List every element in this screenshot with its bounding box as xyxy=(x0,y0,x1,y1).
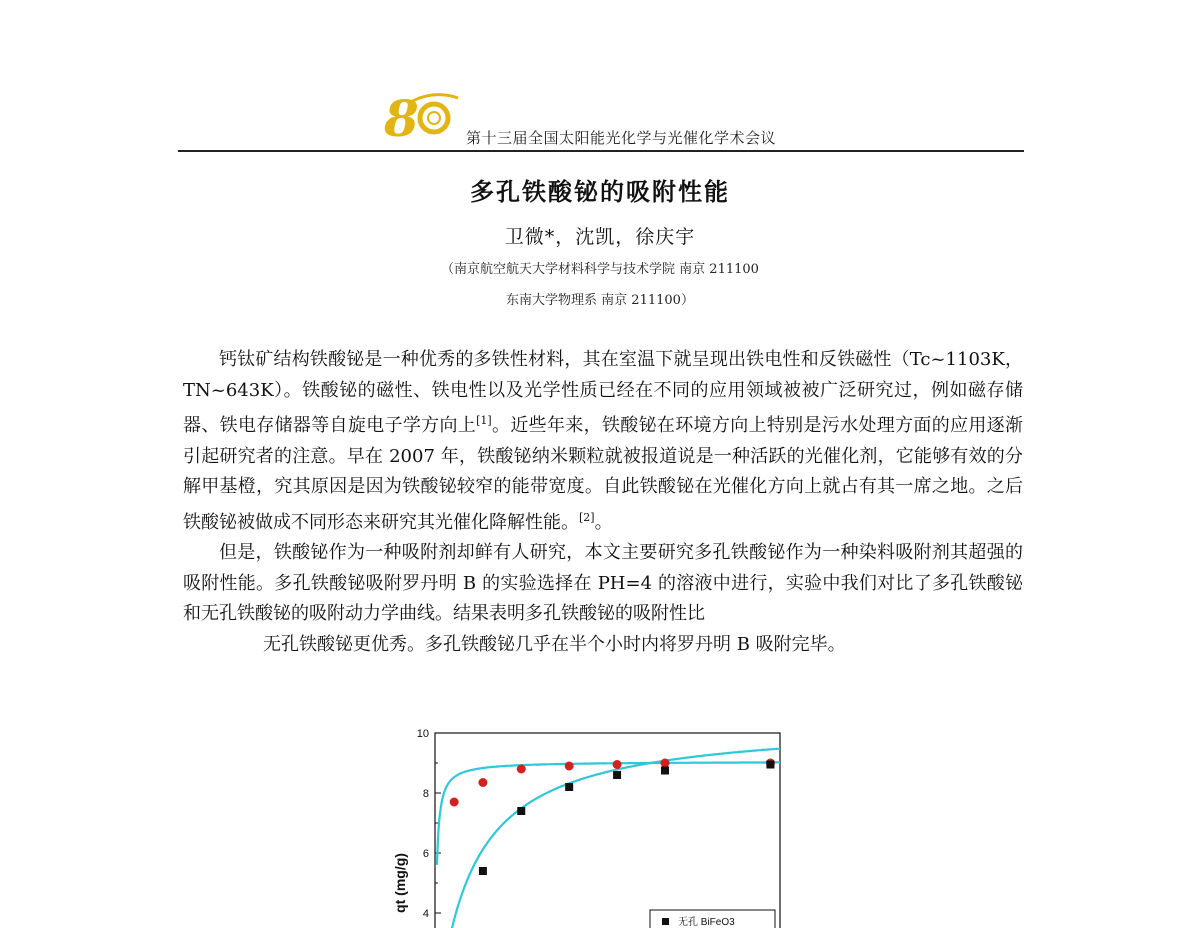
data-point-circle xyxy=(565,762,574,771)
y-axis-label: qt (mg/g) xyxy=(392,853,408,913)
y-tick-label: 8 xyxy=(422,788,429,800)
data-point-circle xyxy=(517,765,526,774)
paper-authors: 卫微*，沈凯，徐庆宇 xyxy=(504,226,696,248)
paragraph-1-part-a: 钙钛矿结构铁酸铋是一种优秀的多铁性材料，其在室温下就呈现出铁电性和反铁磁性（Tc~1103K，TN~643K）。铁酸铋的磁性、铁电性以及光学性质已经在不同的应用领域被被广泛研究过，例如磁存储器、铁电存储器等自旋电子学方向上 xyxy=(183,349,1023,436)
y-tick-label: 6 xyxy=(422,848,429,860)
fit-nonporous-curve xyxy=(441,749,780,928)
affiliation-line-1: （南京航空航天大学材料科学与技术学院 南京 211100 xyxy=(441,262,759,277)
svg-text:8: 8 xyxy=(384,89,419,144)
citation-1: [1] xyxy=(476,414,492,427)
data-point-square xyxy=(766,761,774,769)
data-point-circle xyxy=(478,778,487,787)
paragraph-2-last-line: 无孔铁酸铋更优秀。多孔铁酸铋几乎在半个小时内将罗丹明 B 吸附完毕。 xyxy=(263,633,846,655)
paragraph-1 xyxy=(183,345,1023,538)
legend-marker-square xyxy=(662,918,669,925)
data-point-circle xyxy=(613,760,622,769)
affiliation-line-2: 东南大学物理系 南京 211100） xyxy=(506,293,694,308)
data-point-square xyxy=(479,867,487,875)
paragraph-1-part-b: 。近些年来，铁酸铋在环境方向上特别是污水处理方面的应用逐渐引起研究者的注意。早在 2007 年，铁酸铋纳米颗粒就被报道说是一种活跃的光催化剂，它能够有效的分解甲基橙，究其原因是因为铁酸铋较窄的能带宽度。自此铁酸铋在光催化方向上就占有其一席之地。之后铁酸铋被做成不同形态来研究其光催化降解性能。 xyxy=(183,415,1023,533)
paragraph-1-end: 。 xyxy=(594,511,613,533)
adsorption-kinetics-chart xyxy=(350,718,820,928)
data-point-square xyxy=(565,783,573,791)
data-point-circle xyxy=(661,759,670,768)
data-point-square xyxy=(613,771,621,779)
anniversary-85-logo-icon xyxy=(382,88,462,144)
data-point-circle xyxy=(450,798,459,807)
y-tick-label: 4 xyxy=(422,908,429,920)
paper-title: 多孔铁酸铋的吸附性能 xyxy=(470,178,730,206)
paragraph-2: 但是，铁酸铋作为一种吸附剂却鲜有人研究，本文主要研究多孔铁酸铋作为一种染料吸附剂其超强的吸附性能。多孔铁酸铋吸附罗丹明 B 的实验选择在 PH=4 的溶液中进行，实验中我们对比了多孔铁酸铋和无孔铁酸铋的吸附动力学曲线。结果表明多孔铁酸铋的吸附性比 xyxy=(183,542,1023,624)
header-divider xyxy=(178,150,1024,152)
data-point-square xyxy=(661,767,669,775)
legend-label: 无孔 BiFeO3 xyxy=(678,917,735,928)
citation-2: [2] xyxy=(579,510,595,524)
conference-name: 第十三届全国太阳能光化学与光催化学术会议 xyxy=(466,129,777,147)
y-tick-label: 10 xyxy=(416,728,429,740)
data-point-square xyxy=(517,807,525,815)
paper-body xyxy=(183,345,1023,660)
fit-porous-curve xyxy=(437,762,780,864)
